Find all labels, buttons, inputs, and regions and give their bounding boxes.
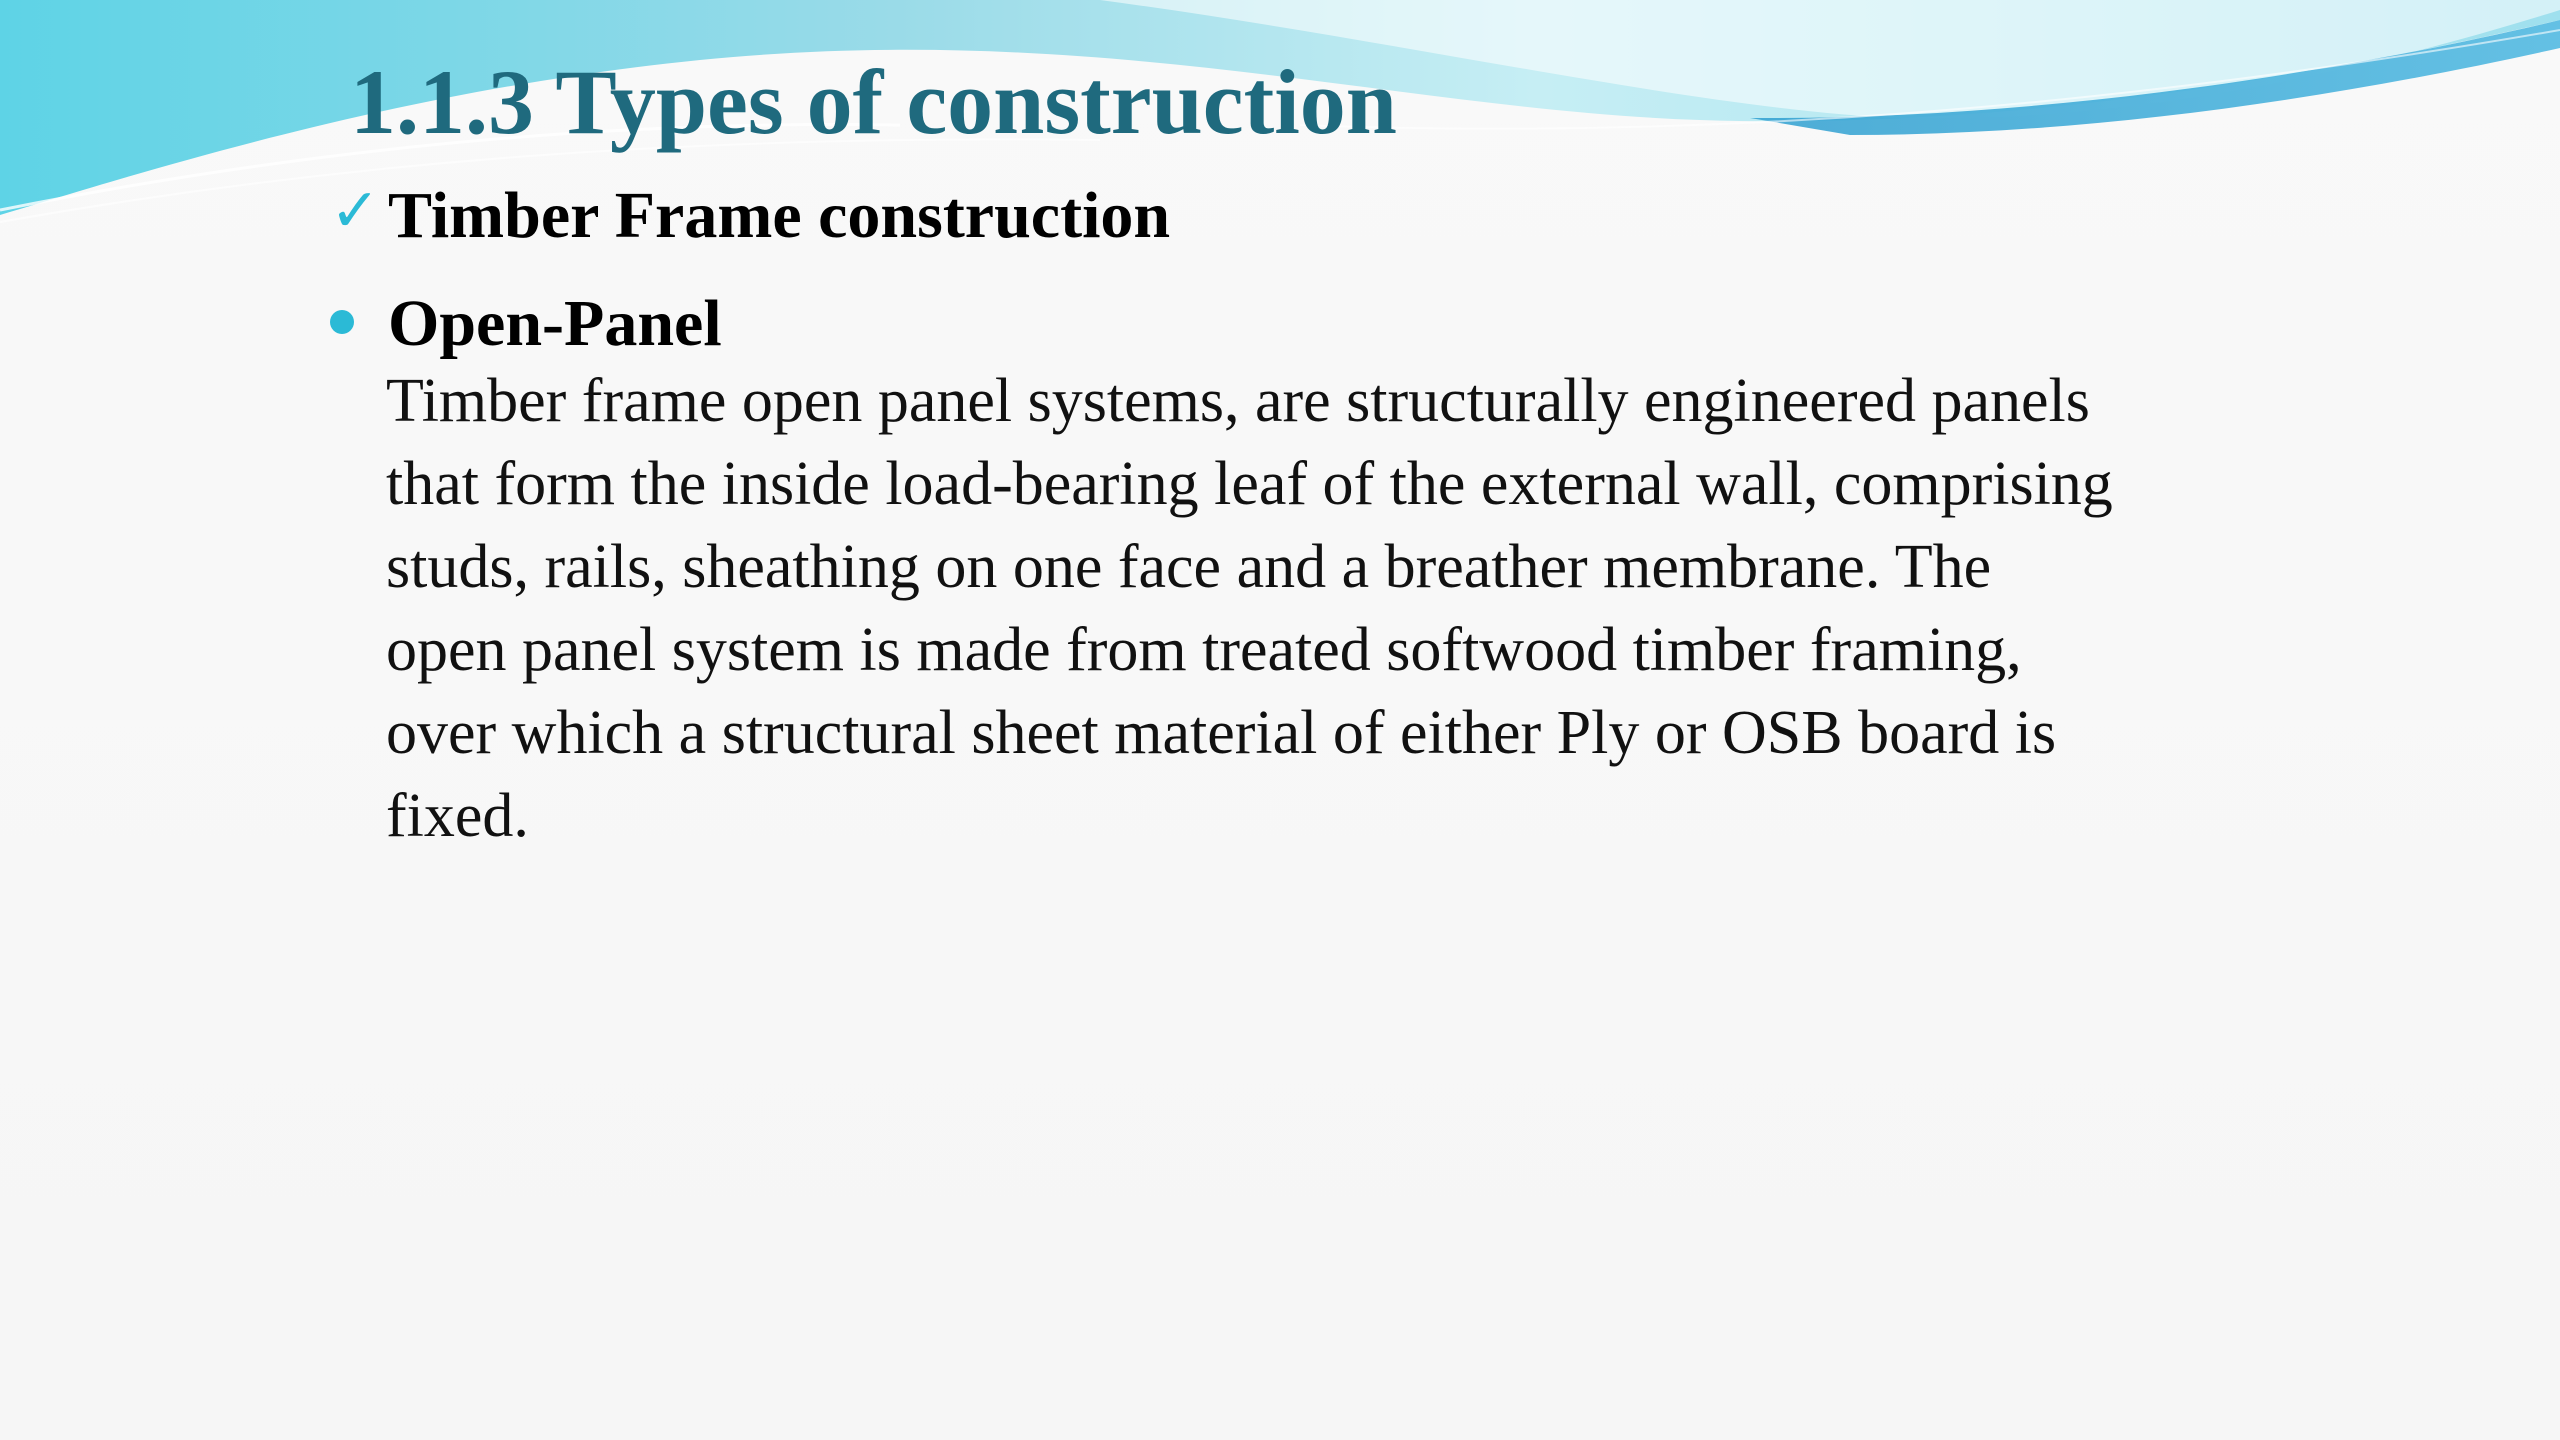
list-item-label: Timber Frame construction — [388, 179, 1171, 252]
paragraph-line: that form the inside load-bearing leaf of the external wall, comprising — [386, 450, 2113, 518]
paragraph-line: open panel system is made from treated softwood timber framing, — [386, 616, 2022, 684]
list-item-label: Open-Panel — [388, 287, 722, 360]
paragraph-line: over which a structural sheet material of either Ply or OSB board is — [386, 699, 2057, 767]
paragraph-line: fixed. — [386, 782, 529, 850]
page-title: 1.1.3 Types of construction — [350, 51, 1397, 153]
open-panel-description — [386, 360, 2386, 858]
check-icon: ✓ — [330, 176, 381, 246]
paragraph-line: studs, rails, sheathing on one face and a breather membrane. The — [386, 533, 1992, 601]
bullet-dot-icon — [330, 310, 354, 334]
paragraph-line: Timber frame open panel systems, are structurally engineered panels — [386, 367, 2090, 435]
